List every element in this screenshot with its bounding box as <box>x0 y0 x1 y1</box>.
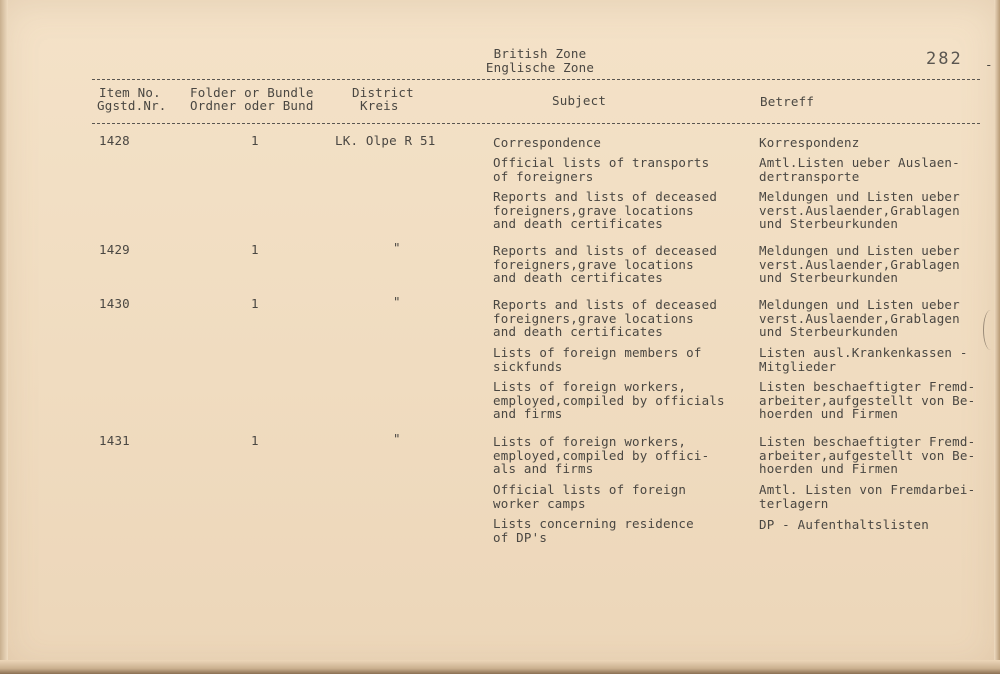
header-rule-bottom <box>92 123 980 124</box>
col-folder-en: Folder or Bundle <box>190 85 314 100</box>
folder-number: 1 <box>251 242 259 257</box>
col-district-de: Kreis <box>360 98 399 113</box>
betreff-entry: Listen ausl.Krankenkassen - Mitglieder <box>759 345 968 374</box>
col-item-de: Ggstd.Nr. <box>97 98 167 113</box>
item-number: 1428 <box>99 133 130 148</box>
district-ditto: " <box>393 431 401 446</box>
folder-number: 1 <box>251 133 259 148</box>
item-number: 1431 <box>99 433 130 448</box>
subject-entry: Lists concerning residence of DP's <box>493 516 694 545</box>
betreff-entry: Meldungen und Listen ueber verst.Auslaender,Grablagen und Sterbeurkunden <box>759 297 960 339</box>
zone-title-de: Englische Zone <box>485 60 595 75</box>
col-district-en: District <box>352 85 414 100</box>
col-item-en: Item No. <box>99 85 161 100</box>
betreff-entry: Korrespondenz <box>759 135 860 150</box>
page-edge-left <box>0 0 8 674</box>
subject-entry: Lists of foreign workers, employed,compiled by offici- als and firms <box>493 434 710 476</box>
subject-entry: Reports and lists of deceased foreigners,grave locations and death certificates <box>493 189 718 231</box>
district-ditto: " <box>393 240 401 255</box>
betreff-entry: DP - Aufenthaltslisten <box>759 517 929 532</box>
subject-entry: Reports and lists of deceased foreigners,grave locations and death certificates <box>493 297 718 339</box>
betreff-entry: Listen beschaeftigter Fremd- arbeiter,aufgestellt von Be- hoerden und Firmen <box>759 379 976 421</box>
folder-number: 1 <box>251 433 259 448</box>
betreff-entry: Amtl.Listen ueber Auslaen- dertransporte <box>759 155 960 184</box>
col-betreff: Betreff <box>760 94 815 109</box>
betreff-entry: Meldungen und Listen ueber verst.Auslaender,Grablagen und Sterbeurkunden <box>759 243 960 285</box>
page-number: 282 <box>926 49 963 69</box>
subject-entry: Reports and lists of deceased foreigners,grave locations and death certificates <box>493 243 718 285</box>
col-subject: Subject <box>552 93 607 108</box>
folder-number: 1 <box>251 296 259 311</box>
subject-entry: Lists of foreign workers, employed,compiled by officials and firms <box>493 379 725 421</box>
page-edge-bottom <box>0 660 1000 674</box>
item-number: 1430 <box>99 296 130 311</box>
district: LK. Olpe R 51 <box>335 133 436 148</box>
subject-entry: Official lists of foreign worker camps <box>493 482 687 511</box>
subject-entry: Lists of foreign members of sickfunds <box>493 345 702 374</box>
header-rule-top <box>92 79 980 80</box>
paper-curl <box>983 310 998 350</box>
item-number: 1429 <box>99 242 130 257</box>
zone-title-en: British Zone <box>493 46 587 61</box>
district-ditto: " <box>393 294 401 309</box>
betreff-entry: Meldungen und Listen ueber verst.Auslaender,Grablagen und Sterbeurkunden <box>759 189 960 231</box>
subject-entry: Correspondence <box>493 135 602 150</box>
col-folder-de: Ordner oder Bund <box>190 98 314 113</box>
betreff-entry: Amtl. Listen von Fremdarbei- terlagern <box>759 482 976 511</box>
subject-entry: Official lists of transports of foreigners <box>493 155 710 184</box>
page-dash: - <box>985 57 993 72</box>
betreff-entry: Listen beschaeftigter Fremd- arbeiter,aufgestellt von Be- hoerden und Firmen <box>759 434 976 476</box>
